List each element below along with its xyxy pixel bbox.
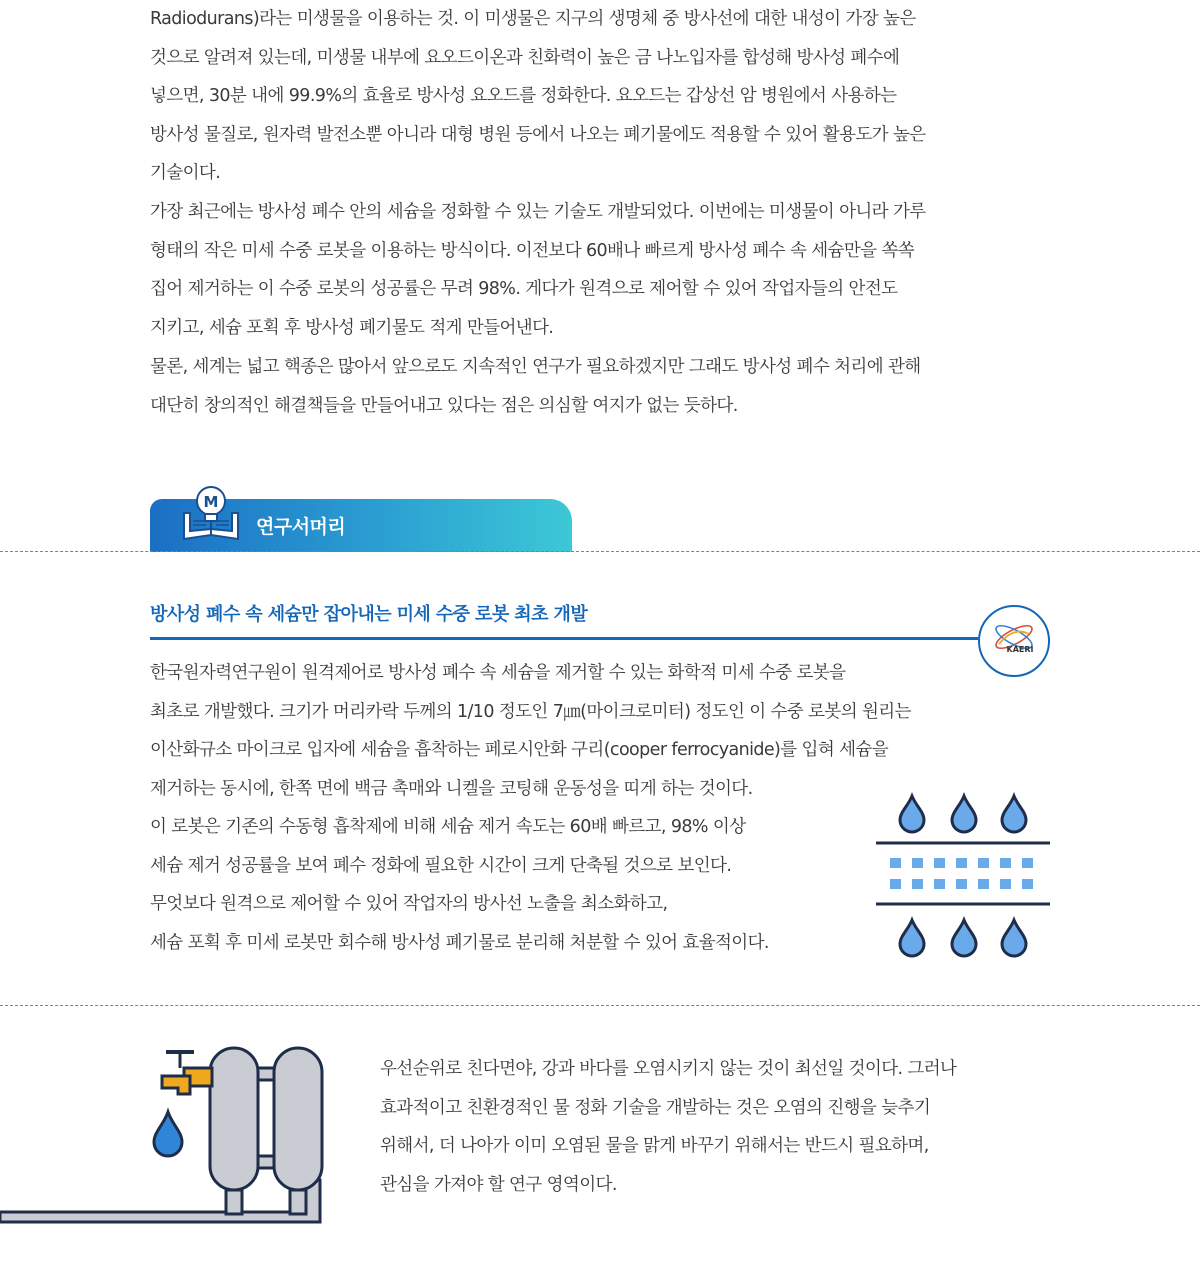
intro-line: 물론, 세계는 넓고 핵종은 많아서 앞으로도 지속적인 연구가 필요하겠지만 그래도 방사성 폐수 처리에 관해 xyxy=(150,357,921,377)
research-summary-tab xyxy=(150,493,572,552)
intro-line: 지키고, 세슘 포획 후 방사성 폐기물도 적게 만들어낸다. xyxy=(150,317,554,338)
summary-line: 무엇보다 원격으로 제어할 수 있어 작업자의 방사선 노출을 최소화하고, xyxy=(150,894,668,914)
intro-line: 가장 최근에는 방사성 폐수 안의 세슘을 정화할 수 있는 기술도 개발되었다. 이번에는 미생물이 아니라 가루 xyxy=(150,202,926,222)
intro-line: 대단히 창의적인 해결책들을 만들어내고 있다는 점은 의심할 여지가 없는 듯하다. xyxy=(150,395,738,416)
section-divider-top xyxy=(0,551,1200,552)
summary-title-rule xyxy=(150,637,978,640)
closing-line: 관심을 가져야 할 연구 영역이다. xyxy=(380,1174,617,1195)
summary-line: 세슘 제거 성공률을 보여 폐수 정화에 필요한 시간이 크게 단축될 것으로 보인다. xyxy=(150,855,732,876)
closing-line: 우선순위로 친다면야, 강과 바다를 오염시키지 않는 것이 최선일 것이다. 그러나 xyxy=(380,1059,957,1079)
closing-line: 위해서, 더 나아가 이미 오염된 물을 맑게 바꾸기 위해서는 반드시 필요하며, xyxy=(380,1136,929,1156)
closing-paragraph xyxy=(380,1050,956,1204)
intro-line: 방사성 물질로, 원자력 발전소뿐 아니라 대형 병원 등에서 나오는 폐기물에도 적용할 수 있어 활용도가 높은 xyxy=(150,124,926,145)
intro-line: 기술이다. xyxy=(150,163,221,183)
summary-line: 제거하는 동시에, 한쪽 면에 백금 촉매와 니켈을 코팅해 운동성을 띠게 하는 것이다. xyxy=(150,778,753,799)
intro-line: Radiodurans)라는 미생물을 이용하는 것. 이 미생물은 지구의 생명체 중 방사선에 대한 내성이 가장 높은 xyxy=(150,9,916,29)
tab-label: 연구서머리 xyxy=(256,516,346,538)
section-divider-bottom xyxy=(0,1005,1200,1006)
lightbulb-book-icon xyxy=(180,483,242,547)
summary-title: 방사성 폐수 속 세슘만 잡아내는 미세 수중 로봇 최초 개발 xyxy=(150,604,588,625)
intro-paragraph-1 xyxy=(150,0,926,193)
intro-paragraph-2 xyxy=(150,193,926,347)
water-filter-icon xyxy=(874,792,1054,968)
summary-line: 최초로 개발했다. 크기가 머리카락 두께의 1/10 정도인 7㎛(마이크로미터) 정도인 이 수중 로봇의 원리는 xyxy=(150,701,911,722)
summary-line: 이산화규소 마이크로 입자에 세슘을 흡착하는 페로시안화 구리(cooper ferrocyanide)를 입혀 세슘을 xyxy=(150,740,889,760)
tab-icon-letter: M xyxy=(203,493,219,511)
logo-text: KAERI xyxy=(1006,645,1034,654)
kaeri-logo xyxy=(977,604,1051,682)
water-treatment-plant-icon xyxy=(0,1040,330,1234)
intro-paragraph-3 xyxy=(150,348,921,425)
summary-line: 한국원자력연구원이 원격제어로 방사성 폐수 속 세슘을 제거할 수 있는 화학적 미세 수중 로봇을 xyxy=(150,663,846,683)
intro-line: 넣으면, 30분 내에 99.9%의 효율로 방사성 요오드를 정화한다. 요오드는 갑상선 암 병원에서 사용하는 xyxy=(150,86,897,106)
closing-line: 효과적이고 친환경적인 물 정화 기술을 개발하는 것은 오염의 진행을 늦추기 xyxy=(380,1097,931,1118)
intro-line: 집어 제거하는 이 수중 로봇의 성공률은 무려 98%. 게다가 원격으로 제어할 수 있어 작업자들의 안전도 xyxy=(150,279,898,299)
summary-line: 이 로봇은 기존의 수동형 흡착제에 비해 세슘 제거 속도는 60배 빠르고, 98% 이상 xyxy=(150,817,746,837)
intro-line: 형태의 작은 미세 수중 로봇을 이용하는 방식이다. 이전보다 60배나 빠르게 방사성 폐수 속 세슘만을 쏙쏙 xyxy=(150,240,915,261)
intro-line: 것으로 알려져 있는데, 미생물 내부에 요오드이온과 친화력이 높은 금 나노입자를 합성해 방사성 폐수에 xyxy=(150,47,900,68)
summary-body xyxy=(150,654,911,962)
summary-line: 세슘 포획 후 미세 로봇만 회수해 방사성 폐기물로 분리해 처분할 수 있어 효율적이다. xyxy=(150,932,769,953)
